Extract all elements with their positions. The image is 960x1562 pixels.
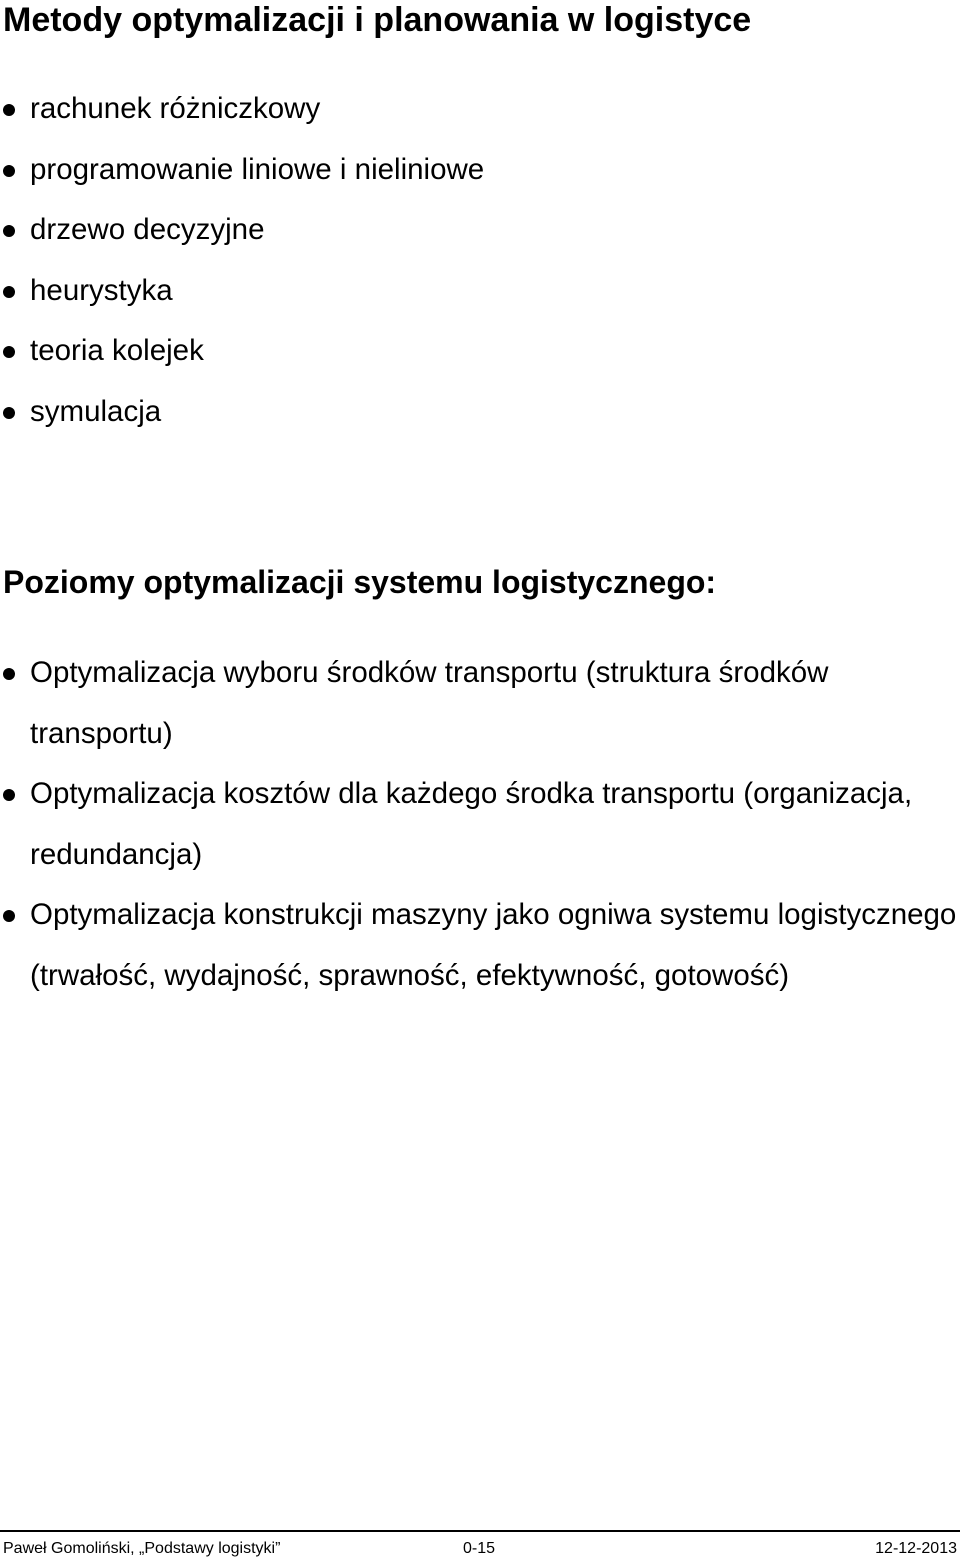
list-item [0, 643, 960, 764]
bullet-icon [3, 225, 15, 237]
list-item-text: Optymalizacja kosztów dla każdego środka transportu (organizacja, redundancja) [30, 777, 913, 871]
page-title: Metody optymalizacji i planowania w logistyce [3, 1, 752, 39]
footer-author: Paweł Gomoliński, „Podstawy logistyki” [3, 1540, 281, 1557]
list-item-text: rachunek różniczkowy [30, 92, 321, 125]
list-item [0, 885, 960, 1006]
page-footer [0, 1530, 960, 1562]
list-item [0, 321, 960, 382]
list-item-text: heurystyka [30, 273, 173, 307]
bullet-icon [3, 165, 15, 177]
methods-list [0, 79, 960, 442]
footer-divider [0, 1530, 960, 1532]
optimization-levels-list [0, 643, 960, 1006]
list-item-text: symulacja [30, 394, 162, 428]
list-item [0, 382, 960, 443]
list-item-text: teoria kolejek [30, 334, 204, 367]
bullet-icon [3, 104, 15, 116]
list-item [0, 764, 960, 885]
bullet-icon [3, 286, 15, 298]
footer-date: 12-12-2013 [875, 1540, 957, 1557]
bullet-icon [3, 789, 15, 801]
section-heading: Poziomy optymalizacji systemu logistycznego: [3, 564, 717, 600]
page-number: 0-15 [463, 1540, 496, 1557]
bullet-icon [3, 668, 15, 680]
list-item [0, 140, 960, 201]
list-item-text: programowanie liniowe i nieliniowe [30, 152, 485, 186]
list-item [0, 261, 960, 322]
bullet-icon [3, 910, 15, 922]
bullet-icon [3, 407, 15, 419]
list-item-text: drzewo decyzyjne [30, 213, 265, 246]
list-item-text: Optymalizacja wyboru środków transportu (struktura środków transportu) [30, 656, 829, 750]
bullet-icon [3, 346, 15, 358]
list-item [0, 200, 960, 261]
list-item [0, 79, 960, 140]
list-item-text: Optymalizacja konstrukcji maszyny jako ogniwa systemu logistycznego (trwałość, wydajność, sprawność, efektywność, gotowość) [30, 898, 957, 992]
